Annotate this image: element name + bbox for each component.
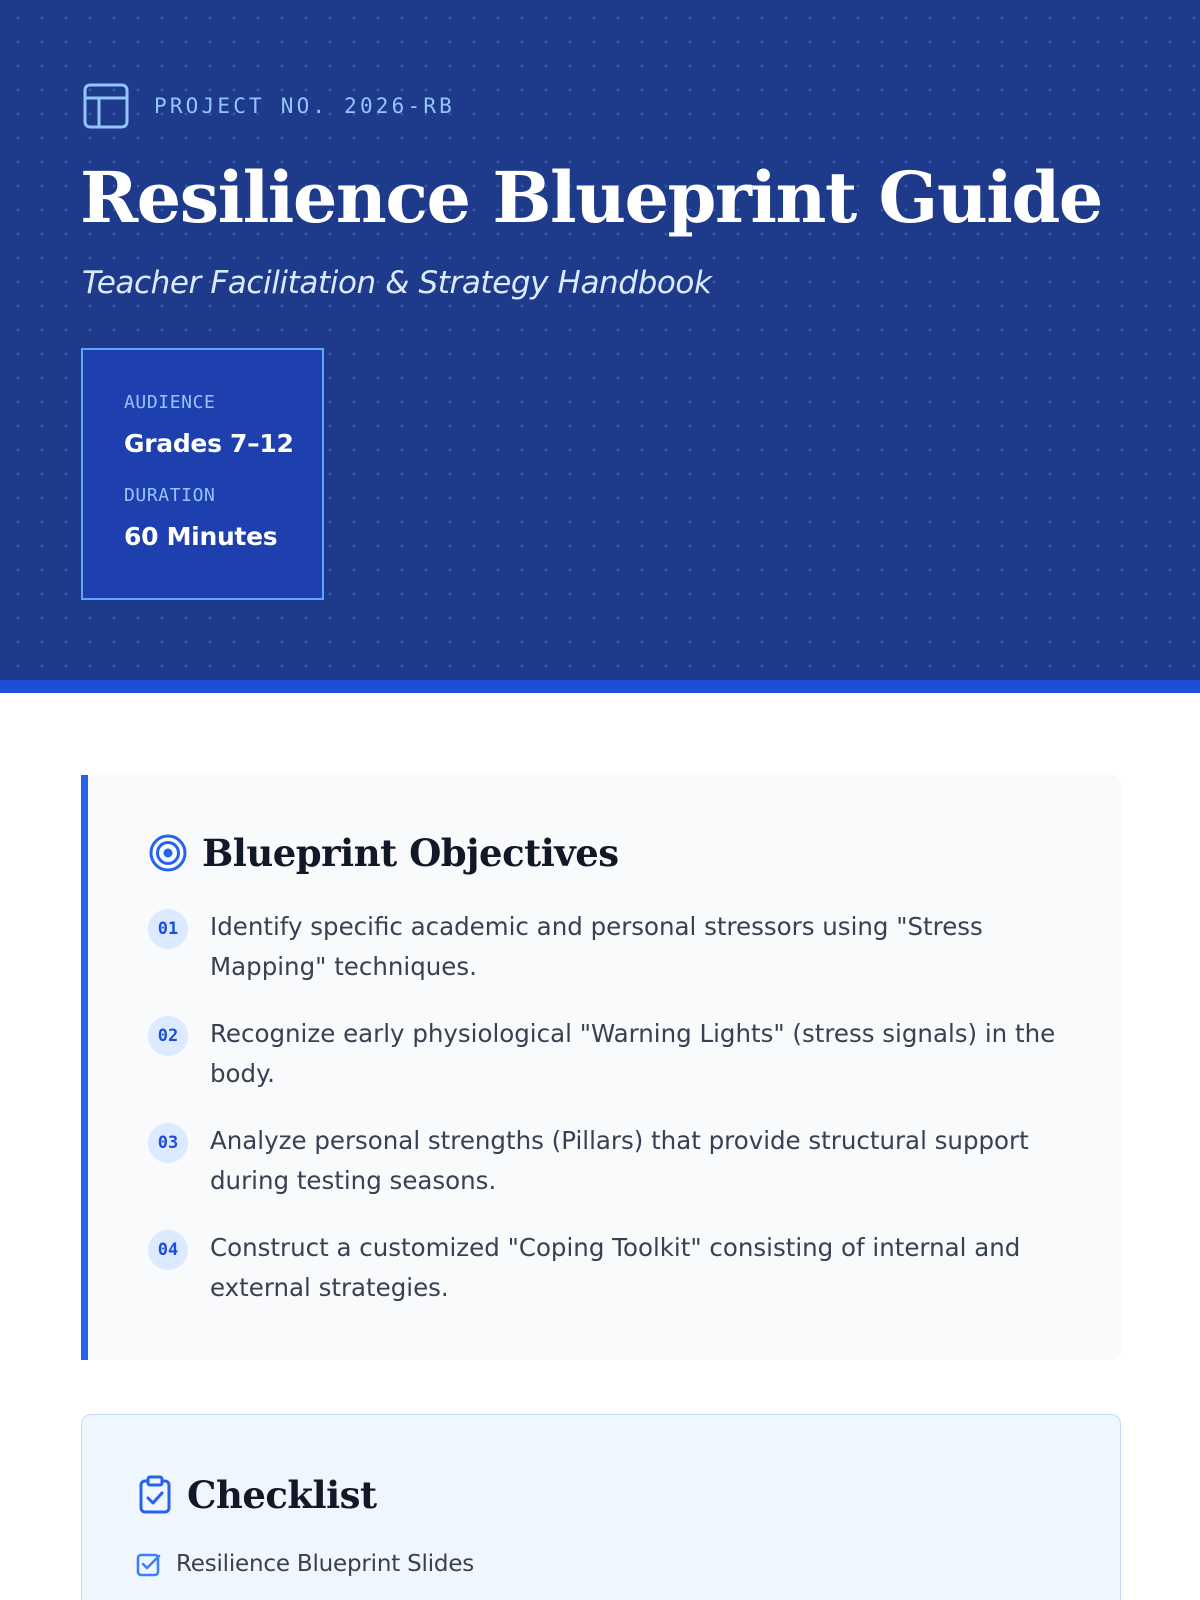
hero-header bbox=[0, 0, 1200, 680]
objective-number: 01 bbox=[148, 909, 188, 949]
checkbox-checked-icon[interactable] bbox=[136, 1551, 162, 1577]
checklist-item[interactable] bbox=[136, 1551, 474, 1577]
audience-label: AUDIENCE bbox=[124, 392, 216, 413]
objectives-title: Blueprint Objectives bbox=[202, 831, 619, 875]
objective-number: 03 bbox=[148, 1123, 188, 1163]
layout-icon bbox=[82, 82, 130, 130]
objective-text: Construct a customized "Coping Toolkit" consisting of internal and external strategies. bbox=[210, 1233, 1021, 1302]
clipboard-check-icon bbox=[138, 1475, 172, 1515]
checklist-title: Checklist bbox=[187, 1473, 377, 1517]
project-row bbox=[82, 83, 455, 129]
objective-text: Recognize early physiological "Warning Lights" (stress signals) in the body. bbox=[210, 1019, 1056, 1088]
checklist-card bbox=[81, 1414, 1121, 1600]
objective-number: 02 bbox=[148, 1016, 188, 1056]
objectives-header bbox=[148, 831, 619, 875]
duration-value: 60 Minutes bbox=[124, 522, 278, 551]
hero-divider bbox=[0, 680, 1200, 693]
checklist-item-label: Resilience Blueprint Slides bbox=[176, 1551, 475, 1577]
duration-label: DURATION bbox=[124, 485, 216, 506]
session-meta-box bbox=[81, 348, 324, 600]
objective-number: 04 bbox=[148, 1230, 188, 1270]
checklist-header bbox=[138, 1473, 377, 1517]
page-title: Resilience Blueprint Guide bbox=[80, 156, 1102, 239]
audience-value: Grades 7–12 bbox=[124, 429, 294, 458]
objective-text: Analyze personal strengths (Pillars) that provide structural support during testing seasons. bbox=[210, 1126, 1029, 1195]
project-number: PROJECT NO. 2026-RB bbox=[154, 94, 456, 118]
target-icon bbox=[148, 833, 188, 873]
objectives-card bbox=[81, 775, 1121, 1360]
objective-text: Identify specific academic and personal stressors using "Stress Mapping" techniques. bbox=[210, 912, 983, 981]
page-subtitle: Teacher Facilitation & Strategy Handbook bbox=[82, 265, 712, 301]
